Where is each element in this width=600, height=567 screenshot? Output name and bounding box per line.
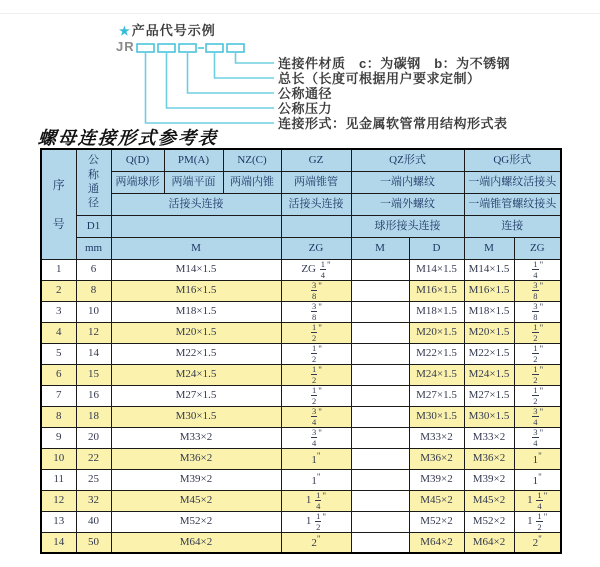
cell-thread-m: M18×1.5 (111, 301, 281, 322)
cell-qg-zg: 1 $\frac{1}{2}$ " (514, 511, 561, 532)
cell-thread-m: M16×1.5 (111, 280, 281, 301)
code-box-1 (137, 44, 154, 52)
fraction: $\frac{1}{2}$ (533, 343, 538, 364)
cell-qg-m: M52×2 (464, 511, 514, 532)
cell-thread-m: M27×1.5 (111, 385, 281, 406)
table-row (41, 448, 561, 469)
cell-qg-zg: 2" (514, 532, 561, 553)
header-zg-main: ZG (281, 237, 351, 259)
cell-index: 13 (41, 511, 76, 532)
cell-qg-zg: $\frac{1}{2}$ " (514, 364, 561, 385)
cell-qz-m (351, 259, 409, 280)
cell-dn: 40 (76, 511, 111, 532)
table-title: 螺母连接形式参考表 (37, 128, 219, 149)
header-union-conn: 活接头连接 (111, 193, 281, 215)
cell-dn: 12 (76, 322, 111, 343)
cell-qg-zg: $\frac{1}{2}$ " (514, 322, 561, 343)
cell-qz-m (351, 406, 409, 427)
cell-gz: 1 $\frac{1}{2}$ " (281, 511, 351, 532)
cell-qz-d: M64×2 (409, 532, 464, 553)
cell-gz: $\frac{1}{2}$ " (281, 322, 351, 343)
cell-qg-zg: $\frac{3}{4}$ " (514, 406, 561, 427)
cell-dn: 25 (76, 469, 111, 490)
table-row (41, 511, 561, 532)
cell-thread-m: M36×2 (111, 448, 281, 469)
cell-index: 14 (41, 532, 76, 553)
connector-line-pressure (167, 52, 275, 108)
cell-gz: $\frac{1}{2}$ " (281, 343, 351, 364)
cell-dn: 20 (76, 427, 111, 448)
cell-qg-zg: 1" (514, 469, 561, 490)
cell-index: 2 (41, 280, 76, 301)
fraction: $\frac{1}{4}$ (316, 490, 321, 511)
cell-qz-m (351, 448, 409, 469)
cell-qz-m (351, 511, 409, 532)
cell-index: 6 (41, 364, 76, 385)
cell-thread-m: M52×2 (111, 511, 281, 532)
fraction: $\frac{3}{8}$ (533, 301, 538, 322)
cell-dn: 6 (76, 259, 111, 280)
cell-qz-d: M30×1.5 (409, 406, 464, 427)
table-row (41, 469, 561, 490)
cell-qz-m (351, 427, 409, 448)
table-row (41, 385, 561, 406)
table-row (41, 280, 561, 301)
fraction: $\frac{1}{2}$ (533, 364, 538, 385)
header-spacer-2 (281, 215, 351, 237)
cell-qg-m: M33×2 (464, 427, 514, 448)
cell-thread-m: M39×2 (111, 469, 281, 490)
table-row (41, 427, 561, 448)
header-nz: NZ(C) (223, 149, 281, 171)
header-gz-type: 两端锥管 (281, 171, 351, 193)
fraction: $\frac{3}{8}$ (533, 280, 538, 301)
cell-qg-zg: $\frac{3}{4}$ " (514, 427, 561, 448)
header-gz-conn: 活接头连接 (281, 193, 351, 215)
cell-qz-m (351, 301, 409, 322)
cell-qg-zg: 1" (514, 448, 561, 469)
cell-thread-m: M64×2 (111, 532, 281, 553)
cell-qz-m (351, 322, 409, 343)
cell-qg-zg: $\frac{1}{2}$ " (514, 385, 561, 406)
fraction: $\frac{1}{2}$ (312, 385, 317, 406)
cell-qz-m (351, 364, 409, 385)
fraction: $\frac{3}{4}$ (312, 427, 317, 448)
cell-gz: ZG $\frac{1}{4}$ " (281, 259, 351, 280)
cell-qz-d: M14×1.5 (409, 259, 464, 280)
cell-dn: 14 (76, 343, 111, 364)
code-box-3 (179, 44, 196, 52)
fraction: $\frac{1}{2}$ (312, 343, 317, 364)
cell-dn: 32 (76, 490, 111, 511)
cell-qg-m: M20×1.5 (464, 322, 514, 343)
cell-qz-d: M16×1.5 (409, 280, 464, 301)
header-row-4 (41, 215, 561, 237)
table-row (41, 406, 561, 427)
cell-gz: $\frac{3}{4}$ " (281, 427, 351, 448)
cell-qg-zg: $\frac{3}{8}$ " (514, 280, 561, 301)
header-qg-type2: 一端锥管螺纹接头 (464, 193, 561, 215)
cell-qg-m: M64×2 (464, 532, 514, 553)
cell-qg-m: M39×2 (464, 469, 514, 490)
diagram-label-material: 连接件材质 c：为碳钢 b：为不锈钢 (278, 56, 511, 71)
cell-qz-d: M45×2 (409, 490, 464, 511)
cell-gz: $\frac{3}{8}$ " (281, 280, 351, 301)
fraction: $\frac{1}{2}$ (312, 364, 317, 385)
cell-qg-m: M36×2 (464, 448, 514, 469)
cell-index: 10 (41, 448, 76, 469)
fraction: $\frac{3}{8}$ (312, 280, 317, 301)
connector-line-diameter (188, 52, 275, 93)
header-q: Q(D) (111, 149, 164, 171)
fraction: $\frac{1}{4}$ (533, 259, 538, 280)
cell-thread-m: M30×1.5 (111, 406, 281, 427)
cell-dn: 18 (76, 406, 111, 427)
fraction: $\frac{1}{2}$ (533, 385, 538, 406)
header-row-3 (41, 193, 561, 215)
table-row (41, 259, 561, 280)
fraction: $\frac{1}{4}$ (537, 490, 542, 511)
code-box-5 (227, 44, 244, 52)
cell-qg-m: M45×2 (464, 490, 514, 511)
header-row-5 (41, 237, 561, 259)
header-spacer-1 (111, 215, 281, 237)
header-qg-m: M (464, 237, 514, 259)
cell-thread-m: M22×1.5 (111, 343, 281, 364)
code-box-4 (206, 44, 223, 52)
header-qg-zg: ZG (514, 237, 561, 259)
table-row (41, 364, 561, 385)
cell-qz-d: M36×2 (409, 448, 464, 469)
cell-dn: 50 (76, 532, 111, 553)
cell-qz-d: M18×1.5 (409, 301, 464, 322)
table-body (41, 259, 561, 553)
cell-qz-d: M39×2 (409, 469, 464, 490)
fraction: $\frac{1}{4}$ (320, 259, 325, 280)
cell-gz: 1" (281, 469, 351, 490)
fraction: $\frac{1}{2}$ (316, 511, 321, 532)
cell-qg-zg: $\frac{3}{8}$ " (514, 301, 561, 322)
header-d1: D1 (76, 215, 111, 237)
connector-line-material (236, 52, 275, 63)
cell-dn: 16 (76, 385, 111, 406)
nut-connection-table (40, 148, 562, 554)
header-qg-type1: 一端内螺纹活接头 (464, 171, 561, 193)
cell-qg-m: M22×1.5 (464, 343, 514, 364)
cell-qg-zg: 1 $\frac{1}{4}$ " (514, 490, 561, 511)
connector-line-length (215, 52, 275, 78)
header-row-2 (41, 171, 561, 193)
cell-gz: $\frac{3}{8}$ " (281, 301, 351, 322)
cell-gz: 1" (281, 448, 351, 469)
fraction: $\frac{1}{2}$ (533, 322, 538, 343)
cell-index: 3 (41, 301, 76, 322)
cell-gz: $\frac{3}{4}$ " (281, 406, 351, 427)
product-code-prefix: JR (116, 39, 135, 54)
header-qz-m: M (351, 237, 409, 259)
header-pm-type: 两端平面 (164, 171, 223, 193)
product-code-heading-text: 产品代号示例 (131, 23, 216, 38)
header-m-main: M (111, 237, 281, 259)
cell-qg-m: M27×1.5 (464, 385, 514, 406)
cell-qz-d: M27×1.5 (409, 385, 464, 406)
diagram-label-length: 总长（长度可根据用户要求定制） (278, 71, 481, 86)
cell-index: 9 (41, 427, 76, 448)
header-row-1 (41, 149, 561, 171)
cell-gz: 2" (281, 532, 351, 553)
table-header (41, 149, 561, 259)
cell-dn: 15 (76, 364, 111, 385)
header-gz: GZ (281, 149, 351, 171)
cell-index: 11 (41, 469, 76, 490)
header-qz: QZ形式 (351, 149, 464, 171)
cell-gz: 1 $\frac{1}{4}$ " (281, 490, 351, 511)
header-mm: mm (76, 237, 111, 259)
cell-dn: 22 (76, 448, 111, 469)
cell-thread-m: M24×1.5 (111, 364, 281, 385)
fraction: $\frac{1}{2}$ (312, 322, 317, 343)
cell-qz-d: M52×2 (409, 511, 464, 532)
cell-index: 4 (41, 322, 76, 343)
table-row (41, 343, 561, 364)
table-row (41, 301, 561, 322)
cell-thread-m: M20×1.5 (111, 322, 281, 343)
cell-dn: 10 (76, 301, 111, 322)
cell-qg-m: M14×1.5 (464, 259, 514, 280)
header-index: 序 号 (41, 149, 76, 259)
cell-index: 1 (41, 259, 76, 280)
fraction: $\frac{1}{2}$ (537, 511, 542, 532)
cell-qz-m (351, 280, 409, 301)
cell-qg-zg: $\frac{1}{2}$ " (514, 343, 561, 364)
header-qz-type1: 一端内螺纹 (351, 171, 464, 193)
header-qz-d: D (409, 237, 464, 259)
cell-index: 12 (41, 490, 76, 511)
header-qz-conn: 球形接头连接 (351, 215, 464, 237)
header-pm: PM(A) (164, 149, 223, 171)
fraction: $\frac{3}{4}$ (533, 427, 538, 448)
cell-qg-m: M16×1.5 (464, 280, 514, 301)
code-box-2 (158, 44, 175, 52)
header-nz-type: 两端内锥 (223, 171, 281, 193)
cell-qz-m (351, 343, 409, 364)
cell-gz: $\frac{1}{2}$ " (281, 385, 351, 406)
cell-qz-d: M22×1.5 (409, 343, 464, 364)
cell-qz-m (351, 490, 409, 511)
fraction: $\frac{3}{4}$ (533, 406, 538, 427)
header-qg: QG形式 (464, 149, 561, 171)
cell-qz-d: M24×1.5 (409, 364, 464, 385)
cell-qz-m (351, 469, 409, 490)
diagram-label-form: 连接形式：见金属软管常用结构形式表 (278, 116, 508, 131)
cell-thread-m: M33×2 (111, 427, 281, 448)
cell-qz-d: M20×1.5 (409, 322, 464, 343)
diagram-label-pressure: 公称压力 (278, 101, 333, 116)
cell-thread-m: M45×2 (111, 490, 281, 511)
diagram-label-diameter: 公称通径 (278, 86, 333, 101)
table-row (41, 322, 561, 343)
table-row (41, 532, 561, 553)
cell-index: 7 (41, 385, 76, 406)
header-dn: 公 称 通 径 (76, 149, 111, 215)
cell-qg-zg: $\frac{1}{4}$ " (514, 259, 561, 280)
cell-index: 5 (41, 343, 76, 364)
cell-index: 8 (41, 406, 76, 427)
star-icon: ★ (119, 24, 131, 38)
cell-qz-m (351, 532, 409, 553)
header-qz-type2: 一端外螺纹 (351, 193, 464, 215)
cell-thread-m: M14×1.5 (111, 259, 281, 280)
cell-qg-m: M24×1.5 (464, 364, 514, 385)
fraction: $\frac{3}{8}$ (312, 301, 317, 322)
cell-qz-d: M33×2 (409, 427, 464, 448)
table-row (41, 490, 561, 511)
cell-qz-m (351, 385, 409, 406)
header-q-type: 两端球形 (111, 171, 164, 193)
cell-qg-m: M18×1.5 (464, 301, 514, 322)
cell-gz: $\frac{1}{2}$ " (281, 364, 351, 385)
fraction: $\frac{3}{4}$ (312, 406, 317, 427)
header-qg-conn: 连接 (464, 215, 561, 237)
cell-qg-m: M30×1.5 (464, 406, 514, 427)
cell-dn: 8 (76, 280, 111, 301)
